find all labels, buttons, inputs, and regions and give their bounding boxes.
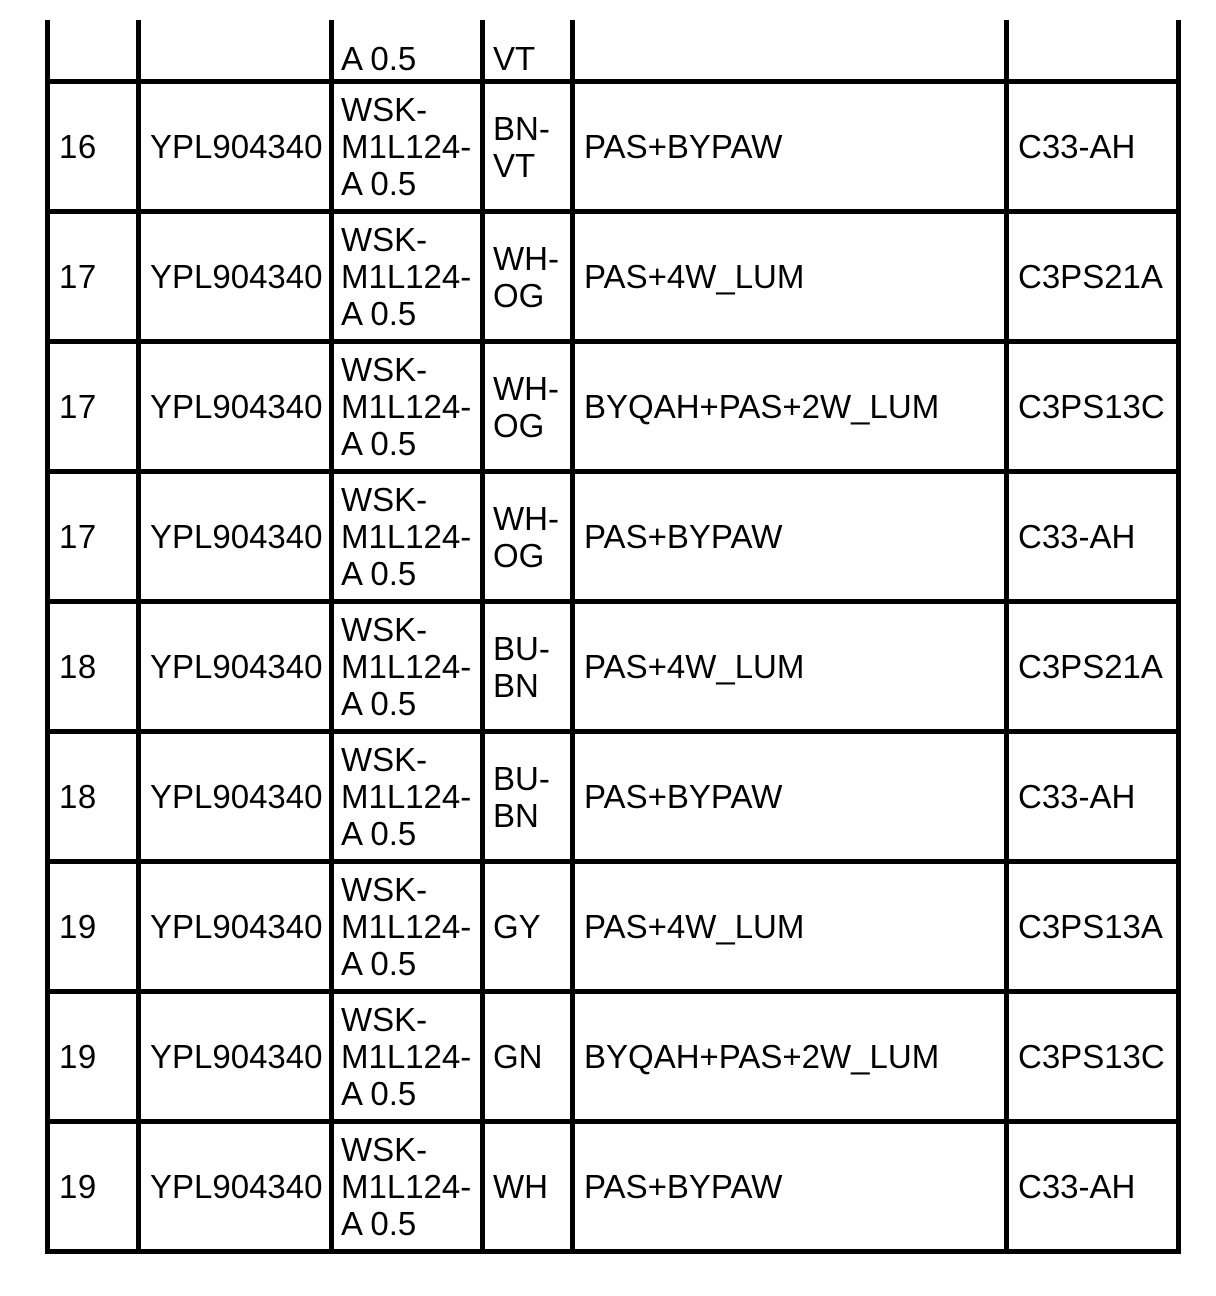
wire-color-cell — [483, 212, 573, 342]
wire-color-cell-line: GN — [493, 1038, 543, 1075]
table-row — [48, 82, 1179, 212]
wire-spec-cell — [332, 732, 483, 862]
circuit-code-cell: C3PS21A — [1007, 212, 1179, 342]
wire-spec-cell-line: M1L124- — [341, 128, 472, 165]
part-number-cell: YPL904340 — [139, 992, 332, 1122]
wire-color-cell-line: VT — [493, 146, 536, 184]
wire-color-cell-line: WH- — [493, 499, 559, 537]
circuit-code-cell: C3PS21A — [1007, 602, 1179, 732]
cavity-cell: 17 — [48, 472, 139, 602]
table-row — [48, 732, 1179, 862]
wire-spec-cell — [332, 342, 483, 472]
option-code-cell: PAS+BYPAW — [573, 82, 1007, 212]
wire-spec-cell — [332, 82, 483, 212]
wire-spec-cell-line: M1L124- — [341, 778, 472, 815]
wire-spec-cell — [332, 212, 483, 342]
table-row — [48, 602, 1179, 732]
option-code-cell — [573, 20, 1007, 82]
wire-spec-cell-line: WSK- — [341, 1131, 428, 1168]
wire-spec-cell-line: A 0.5 — [341, 165, 417, 202]
wire-spec-cell-line: A 0.5 — [341, 815, 417, 852]
wire-color-cell-line: BU- — [493, 759, 550, 797]
cavity-cell: 18 — [48, 732, 139, 862]
wire-color-cell-line: BN — [493, 666, 539, 704]
circuit-code-cell: C33-AH — [1007, 732, 1179, 862]
wire-spec-cell-line: A 0.5 — [341, 295, 417, 332]
option-code-cell: PAS+BYPAW — [573, 1122, 1007, 1252]
wire-spec-cell-line: A 0.5 — [341, 555, 417, 592]
wire-spec-cell-line: M1L124- — [341, 1038, 472, 1075]
table-row — [48, 212, 1179, 342]
wire-color-cell-line: BU- — [493, 629, 550, 667]
wire-color-cell-line: BN- — [493, 109, 550, 147]
circuit-code-cell: C3PS13C — [1007, 342, 1179, 472]
wire-spec-cell-line: WSK- — [341, 221, 428, 258]
wire-spec-cell-line: A 0.5 — [341, 1075, 417, 1112]
wire-spec-cell-line: M1L124- — [341, 518, 472, 555]
option-code-cell: PAS+4W_LUM — [573, 602, 1007, 732]
part-number-cell: YPL904340 — [139, 342, 332, 472]
wire-spec-cell-line: A 0.5 — [341, 40, 417, 77]
wire-spec-cell-line: A 0.5 — [341, 945, 417, 982]
wire-color-cell — [483, 1122, 573, 1252]
option-code-cell: PAS+4W_LUM — [573, 212, 1007, 342]
wire-spec-cell-line: M1L124- — [341, 908, 472, 945]
wire-spec-cell — [332, 992, 483, 1122]
cavity-cell — [48, 20, 139, 82]
table-row — [48, 1122, 1179, 1252]
circuit-code-cell: C3PS13C — [1007, 992, 1179, 1122]
circuit-code-cell: C33-AH — [1007, 472, 1179, 602]
wire-color-cell — [483, 602, 573, 732]
table-row — [48, 992, 1179, 1122]
wire-spec-cell-line: WSK- — [341, 481, 428, 518]
cavity-cell: 19 — [48, 1122, 139, 1252]
wire-spec-cell — [332, 862, 483, 992]
wiring-table-body — [48, 20, 1179, 1252]
circuit-code-cell: C3PS13A — [1007, 862, 1179, 992]
part-number-cell — [139, 20, 332, 82]
cavity-cell: 17 — [48, 342, 139, 472]
wire-spec-cell-line: A 0.5 — [341, 425, 417, 462]
circuit-code-cell: C33-AH — [1007, 82, 1179, 212]
wire-spec-cell-line: M1L124- — [341, 648, 472, 685]
table-row — [48, 20, 1179, 82]
wire-color-cell — [483, 20, 573, 82]
wire-spec-cell — [332, 602, 483, 732]
wire-color-cell-line: WH- — [493, 239, 559, 277]
part-number-cell: YPL904340 — [139, 212, 332, 342]
table-row — [48, 862, 1179, 992]
cavity-cell: 19 — [48, 992, 139, 1122]
wire-color-cell — [483, 82, 573, 212]
wire-spec-cell — [332, 472, 483, 602]
wire-spec-cell-line: WSK- — [341, 91, 428, 128]
table-row — [48, 342, 1179, 472]
wire-color-cell-line: WH- — [493, 369, 559, 407]
wire-color-cell-line: VT — [493, 40, 536, 77]
part-number-cell: YPL904340 — [139, 862, 332, 992]
wire-spec-cell — [332, 20, 483, 82]
wire-spec-cell — [332, 1122, 483, 1252]
wire-color-cell-line: GY — [493, 908, 541, 945]
part-number-cell: YPL904340 — [139, 472, 332, 602]
option-code-cell: BYQAH+PAS+2W_LUM — [573, 992, 1007, 1122]
wire-spec-cell-line: WSK- — [341, 611, 428, 648]
part-number-cell: YPL904340 — [139, 732, 332, 862]
cavity-cell: 19 — [48, 862, 139, 992]
wire-spec-cell-line: WSK- — [341, 1001, 428, 1038]
part-number-cell: YPL904340 — [139, 1122, 332, 1252]
cavity-cell: 18 — [48, 602, 139, 732]
wire-spec-cell-line: A 0.5 — [341, 1205, 417, 1242]
wire-color-cell — [483, 342, 573, 472]
wire-spec-cell-line: M1L124- — [341, 258, 472, 295]
wire-color-cell-line: OG — [493, 406, 545, 444]
cavity-cell: 17 — [48, 212, 139, 342]
option-code-cell: PAS+BYPAW — [573, 472, 1007, 602]
wire-spec-cell-line: WSK- — [341, 871, 428, 908]
wire-color-cell-line: WH — [493, 1168, 548, 1205]
cavity-cell: 16 — [48, 82, 139, 212]
circuit-code-cell: C33-AH — [1007, 1122, 1179, 1252]
wire-color-cell — [483, 992, 573, 1122]
wire-spec-cell-line: WSK- — [341, 351, 428, 388]
circuit-code-cell — [1007, 20, 1179, 82]
wire-color-cell — [483, 732, 573, 862]
wire-color-cell-line: OG — [493, 536, 545, 574]
wire-color-cell-line: OG — [493, 276, 545, 314]
part-number-cell: YPL904340 — [139, 82, 332, 212]
wire-color-cell-line: BN — [493, 796, 539, 834]
wire-spec-cell-line: WSK- — [341, 741, 428, 778]
wire-spec-cell-line: M1L124- — [341, 388, 472, 425]
wiring-table — [45, 20, 1181, 1254]
part-number-cell: YPL904340 — [139, 602, 332, 732]
wire-spec-cell-line: A 0.5 — [341, 685, 417, 722]
wire-spec-cell-line: M1L124- — [341, 1168, 472, 1205]
option-code-cell: BYQAH+PAS+2W_LUM — [573, 342, 1007, 472]
table-row — [48, 472, 1179, 602]
option-code-cell: PAS+4W_LUM — [573, 862, 1007, 992]
option-code-cell: PAS+BYPAW — [573, 732, 1007, 862]
wire-color-cell — [483, 472, 573, 602]
wire-color-cell — [483, 862, 573, 992]
